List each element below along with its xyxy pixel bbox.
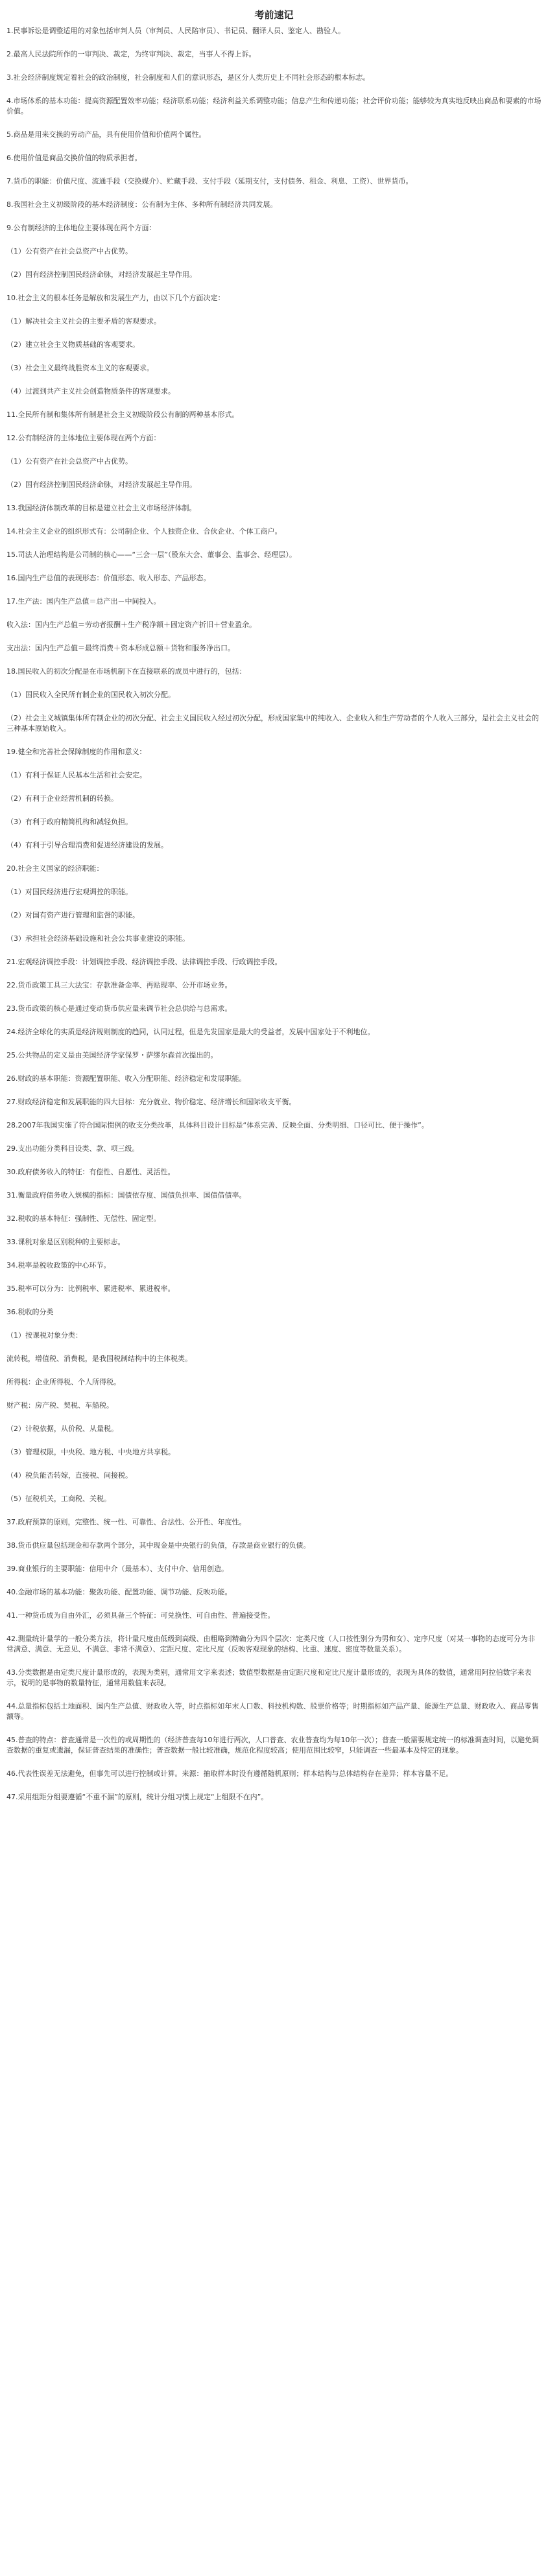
note-line: 40.金融市场的基本功能：聚敛功能、配置功能、调节功能、反映功能。	[6, 1588, 232, 1596]
note-line: 41.一种货币成为自由外汇，必须具备三个特征：可兑换性、可自由性、普遍接受性。	[6, 1611, 275, 1620]
note-line: 27.财政经济稳定和发展职能的四大目标：充分就业、物价稳定、经济增长和国际收支平衡。	[6, 1098, 296, 1106]
note-line: （2）社会主义城镇集体所有制企业的初次分配、社会主义国民收入经过初次分配，形成国家集中的纯收入、企业收入和生产劳动者的个人收入三部分，是社会主义社会的三种基本原始收入。	[6, 714, 539, 733]
note-line: 32.税收的基本特征：强制性、无偿性、固定型。	[6, 1214, 161, 1223]
note-line: 28.2007年我国实施了符合国际惯例的收支分类改革，具体科目设计目标是“体系完善、反映全面、分类明细、口径可比、便于操作”。	[6, 1121, 429, 1129]
note-line: 46.代表性误差无法避免，但事先可以进行控制或计算。来源：抽取样本时没有遵循随机原则；样本结构与总体结构存在差异；样本容量不足。	[6, 1769, 453, 1778]
note-line: （2）国有经济控制国民经济命脉，对经济发展起主导作用。	[6, 270, 197, 279]
note-line: 24.经济全球化的实质是经济规则制度的趋同，认同过程，但是先发国家是最大的受益者，发展中国家处于不利地位。	[6, 1028, 375, 1036]
note-line: 38.货币供应量包括现金和存款两个部分，其中现金是中央银行的负债，存款是商业银行的负债。	[6, 1541, 311, 1550]
note-line: （2）有利于企业经营机制的转换。	[6, 794, 118, 803]
note-line: 12.公有制经济的主体地位主要体现在两个方面：	[6, 434, 161, 442]
note-line: 8.我国社会主义初级阶段的基本经济制度：公有制为主体、多种所有制经济共同发展。	[6, 200, 278, 209]
note-line: （1）解决社会主义社会的主要矛盾的客观要求。	[6, 317, 161, 325]
note-line: 流转税，增值税、消费税，是我国税制结构中的主体税类。	[6, 1354, 192, 1363]
note-line: 31.衡量政府债务收入规模的指标：国债依存度、国债负担率、国债借债率。	[6, 1191, 246, 1199]
note-line: 14.社会主义企业的组织形式有：公司制企业、个人独资企业、合伙企业、个体工商户。	[6, 527, 282, 536]
note-line: 39.商业银行的主要职能：信用中介（最基本）、支付中介、信用创造。	[6, 1565, 228, 1573]
note-line: 11.全民所有制和集体所有制是社会主义初级阶段公有制的两种基本形式。	[6, 410, 239, 419]
note-line: （3）社会主义最终战胜资本主义的客观要求。	[6, 364, 154, 372]
note-line: 21.宏观经济调控手段：计划调控手段、经济调控手段、法律调控手段、行政调控手段。	[6, 958, 282, 966]
note-line: 25.公共物品的定义是由美国经济学家保罗・萨缪尔森首次提出的。	[6, 1051, 218, 1059]
note-line: 7.货币的职能：价值尺度、流通手段（交换媒介）、贮藏手段、支付手段（延期支付，支付债务、租金、利息、工资）、世界货币。	[6, 177, 413, 185]
note-line: 45.普查的特点：普查通常是一次性的或周期性的（经济普查每10年进行两次，人口普查、农业普查均为每10年一次）；普查一般需要规定统一的标准调查时间，以避免调查数据的重复或遗漏，保证普查结果的准确性；普查数据一般比较准确，规范化程度较高；使用范围比较窄，只能调查一些最基本及特定的现象。	[6, 1736, 539, 1755]
note-line: （4）税负能否转嫁，直接税、间接税。	[6, 1471, 132, 1480]
note-line: （4）有利于引导合理消费和促进经济建设的发展。	[6, 841, 168, 849]
note-line: 3.社会经济制度规定着社会的政治制度，社会制度和人们的意识形态，是区分人类历史上不同社会形态的根本标志。	[6, 73, 370, 82]
note-line: （4）过渡到共产主义社会创造物质条件的客观要求。	[6, 387, 175, 396]
notes-list	[6, 26, 542, 1802]
note-line: （3）有利于政府精简机构和减轻负担。	[6, 818, 132, 826]
note-line: （1）国民收入全民所有制企业的国民收入初次分配。	[6, 691, 175, 699]
note-line: 33.课税对象是区别税种的主要标志。	[6, 1238, 125, 1246]
note-line: （3）承担社会经济基础设施和社会公共事业建设的职能。	[6, 934, 189, 943]
note-line: 财产税：房产税、契税、车船税。	[6, 1401, 113, 1410]
note-line: （1）按课税对象分类：	[6, 1331, 82, 1340]
note-line: 10.社会主义的根本任务是解放和发展生产力，由以下几个方面决定：	[6, 294, 225, 302]
note-line: 34.税率是税收政策的中心环节。	[6, 1261, 111, 1270]
note-line: 4.市场体系的基本功能：提高资源配置效率功能；经济联系功能；经济利益关系调整功能；信息产生和传递功能；社会评价功能；能够较为真实地反映出商品和要素的市场价值。	[6, 97, 542, 115]
note-line: 36.税收的分类	[6, 1308, 54, 1316]
note-line: （2）国有经济控制国民经济命脉，对经济发展起主导作用。	[6, 480, 197, 489]
note-line: 29.支出功能分类科目设类、款、项三级。	[6, 1144, 139, 1153]
note-line: 收入法：国内生产总值＝劳动者报酬＋生产税净额＋固定资产折旧＋营业盈余。	[6, 620, 256, 629]
note-line: 所得税：企业所得税、个人所得税。	[6, 1378, 121, 1386]
note-line: 47.采用组距分组要遵循“不重不漏”的原则，统计分组习惯上规定“上组限不在内”。	[6, 1793, 268, 1801]
note-line: 9.公有制经济的主体地位主要体现在两个方面：	[6, 224, 156, 232]
note-line: 1.民事诉讼是调整适用的对象包括审判人员（审判员、人民陪审员）、书记员、翻译人员、鉴定人、勘验人。	[6, 27, 345, 35]
note-line: 2.最高人民法院所作的一审判决、裁定，为终审判决、裁定，当事人不得上诉。	[6, 50, 256, 58]
note-line: （5）征税机关，工商税、关税。	[6, 1495, 111, 1503]
note-line: 15.司法人治理结构是公司制的核心——“三会一层”（股东大会、董事会、监事会、经理层）。	[6, 550, 296, 559]
note-line: 42.测量统计量学的一般分类方法，将计量尺度由低级到高级、由粗略到精确分为四个层次：定类尺度（人口按性别分为男和女）、定序尺度（对某一事物的态度可分为非常满意、满意、无意见、不满意、非常不满意）、定距尺度、定比尺度（反映客观现象的结构、比重、速度、密度等数量关系）。	[6, 1635, 535, 1653]
note-line: 20.社会主义国家的经济职能：	[6, 864, 104, 873]
note-line: （3）管理权限，中央税、地方税、中央地方共享税。	[6, 1448, 175, 1456]
note-line: 30.政府债务收入的特征：有偿性、自愿性、灵活性。	[6, 1168, 175, 1176]
note-line: （2）对国有资产进行管理和监督的职能。	[6, 911, 139, 919]
note-line: 44.总量指标包括土地面积、国内生产总值、财政收入等，时点指标如年末人口数、科技机构数、股票价格等；时期指标如产品产量、能源生产总量、财政收入、商品零售额等。	[6, 1702, 539, 1721]
note-line: 19.健全和完善社会保障制度的作用和意义：	[6, 748, 147, 756]
note-line: 18.国民收入的初次分配是在市场机制下在直接联系的成员中进行的，包括：	[6, 667, 246, 676]
note-line: 16.国内生产总值的表现形态：价值形态、收入形态、产品形态。	[6, 574, 211, 582]
note-line: 22.货币政策工具三大法宝：存款准备金率、再贴现率、公开市场业务。	[6, 981, 232, 989]
note-line: （2）计税依据，从价税、从量税。	[6, 1424, 118, 1433]
note-line: 17.生产法：国内生产总值＝总产出－中间投入。	[6, 597, 161, 606]
note-line: （2）建立社会主义物质基础的客观要求。	[6, 340, 139, 349]
note-line: 23.货币政策的核心是通过变动货币供应量来调节社会总供给与总需求。	[6, 1004, 232, 1013]
note-line: 37.政府预算的原则，完整性、统一性、可靠性、合法性、公开性、年度性。	[6, 1518, 246, 1526]
note-line: 5.商品是用来交换的劳动产品，具有使用价值和价值两个属性。	[6, 130, 206, 139]
note-line: 13.我国经济体制改革的目标是建立社会主义市场经济体制。	[6, 504, 197, 512]
note-line: （1）公有资产在社会总资产中占优势。	[6, 247, 132, 255]
note-line: 支出法：国内生产总值＝最终消费＋资本形成总额＋货物和服务净出口。	[6, 644, 235, 652]
note-line: （1）对国民经济进行宏观调控的职能。	[6, 888, 132, 896]
note-line: 6.使用价值是商品交换价值的物质承担者。	[6, 154, 142, 162]
document-title: 考前速记	[254, 9, 294, 21]
note-line: （1）有利于保证人民基本生活和社会安定。	[6, 771, 147, 779]
note-line: （1）公有资产在社会总资产中占优势。	[6, 457, 132, 466]
note-line: 26.财政的基本职能：资源配置职能、收入分配职能、经济稳定和发展职能。	[6, 1074, 246, 1083]
note-line: 43.分类数据是由定类尺度计量形成的，表现为类别，通常用文字来表述；数值型数据是由定距尺度和定比尺度计量形成的，表现为具体的数值，通常用阿拉伯数字来表示，说明的是事物的数量特征，通常用数值来表现。	[6, 1668, 532, 1687]
note-line: 35.税率可以分为：比例税率、累进税率、累进税率。	[6, 1284, 175, 1293]
